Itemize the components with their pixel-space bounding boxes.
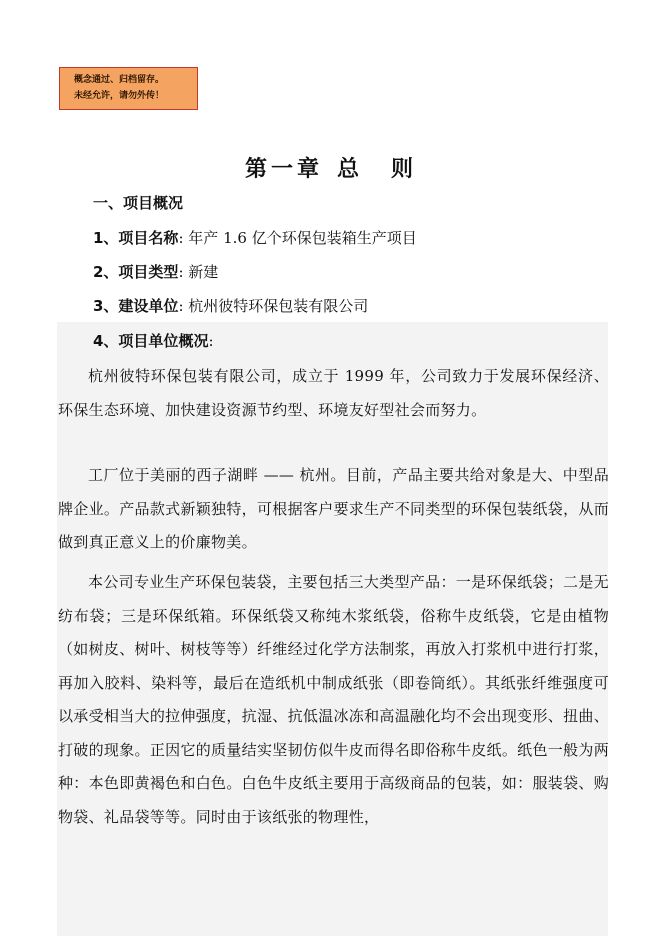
item-project-name [93, 228, 417, 248]
item-project-type [93, 262, 218, 282]
paragraph-factory: 工厂位于美丽的西子湖畔 —— 杭州。目前，产品主要共给对象是大、中型品牌企业。产品款式新颖独特，可根据客户要求生产不同类型的环保包装纸袋，从而做到真正意义上的价廉物美。 [58, 466, 609, 551]
section-heading-label: 一、项目概况 [93, 194, 184, 212]
stamp-line-1: 概念通过、归档留存。 [74, 75, 165, 85]
item-sep: : [178, 263, 184, 281]
chapter-title-word-1: 总 [336, 157, 363, 182]
item-sep: : [178, 297, 184, 315]
item-value: 杭州彼特环保包装有限公司 [188, 297, 369, 315]
stamp-line-2: 未经允许，请勿外传！ [74, 91, 165, 101]
chapter-title-number: 第一章 [244, 157, 323, 182]
confidential-stamp [59, 67, 198, 110]
item-sep: : [178, 229, 184, 247]
item-label: 3、建设单位 [93, 297, 179, 315]
section-heading [93, 193, 183, 213]
item-label: 2、项目类型 [93, 263, 179, 281]
item-builder [93, 296, 368, 316]
chapter-title [0, 152, 662, 183]
item-sep: : [208, 332, 214, 350]
item-company-overview [93, 331, 214, 351]
item-value: 年产 1.6 亿个环保包装箱生产项目 [188, 229, 417, 247]
paragraph-products: 本公司专业生产环保包装袋，主要包括三大类型产品：一是环保纸袋；二是无纺布袋；三是环保纸箱。环保纸袋又称纯木浆纸袋，俗称牛皮纸袋，它是由植物（如树皮、树叶、树枝等等）纤维经过化学方法制浆，再放入打浆机中进行打浆，再加入胶料、染料等，最后在造纸机中制成纸张（即卷筒纸）。其纸张纤维强度可以承受相当大的拉伸强度，抗湿、抗低温冰冻和高温融化均不会出现变形、扭曲、打破的现象。正因它的质量结实坚韧仿似牛皮而得名即俗称牛皮纸。纸色一般为两种：本色即黄褐色和白色。白色牛皮纸主要用于高级商品的包装，如：服装袋、购物袋、礼品袋等等。同时由于该纸张的物理性， [58, 573, 609, 826]
item-label: 1、项目名称 [93, 229, 179, 247]
item-label: 4、项目单位概况 [93, 332, 209, 350]
paragraph-company-intro: 杭州彼特环保包装有限公司，成立于 1999 年，公司致力于发展环保经济、环保生态环境、加快建设资源节约型、环境友好型社会而努力。 [58, 367, 609, 419]
chapter-title-word-2: 则 [391, 157, 418, 182]
item-value: 新建 [188, 263, 219, 281]
